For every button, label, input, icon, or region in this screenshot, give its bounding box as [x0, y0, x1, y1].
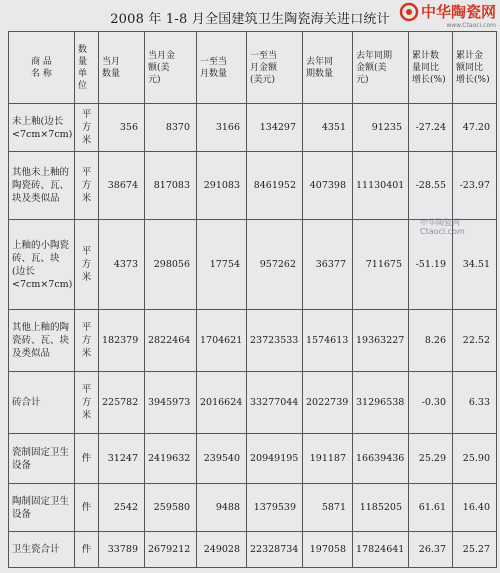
value-cell: 1704621	[197, 310, 247, 372]
value-cell: 17754	[197, 220, 247, 310]
column-header: 累计金 额同比 增长(%)	[453, 32, 497, 104]
value-cell: 8461952	[247, 152, 303, 220]
value-cell: 4373	[99, 220, 145, 310]
product-name-cell: 瓷制固定卫生设备	[9, 434, 75, 484]
value-cell: 191187	[303, 434, 353, 484]
value-cell: 239540	[197, 434, 247, 484]
value-cell: 61.61	[409, 484, 453, 532]
table-row	[9, 532, 497, 568]
unit-cell: 件	[75, 532, 99, 568]
value-cell: 259580	[145, 484, 197, 532]
value-cell: -27.24	[409, 104, 453, 152]
value-cell: 817083	[145, 152, 197, 220]
value-cell: 407398	[303, 152, 353, 220]
value-cell: 36377	[303, 220, 353, 310]
product-name-cell: 其他上釉的陶瓷砖、瓦、块及类似品	[9, 310, 75, 372]
product-name-cell: 砖合计	[9, 372, 75, 434]
value-cell: 11130401	[353, 152, 409, 220]
value-cell: 2419632	[145, 434, 197, 484]
value-cell: 182379	[99, 310, 145, 372]
table-row	[9, 434, 497, 484]
value-cell: 957262	[247, 220, 303, 310]
value-cell: 291083	[197, 152, 247, 220]
column-header: 一至当 月金额 (美元)	[247, 32, 303, 104]
value-cell: 6.33	[453, 372, 497, 434]
value-cell: 1379539	[247, 484, 303, 532]
value-cell: 19363227	[353, 310, 409, 372]
document-title: 2008 年 1-8 月全国建筑卫生陶瓷海关进口统计	[110, 12, 390, 27]
value-cell: 711675	[353, 220, 409, 310]
column-header: 数量 单位	[75, 32, 99, 104]
value-cell: 134297	[247, 104, 303, 152]
value-cell: 31296538	[353, 372, 409, 434]
value-cell: 26.37	[409, 532, 453, 568]
value-cell: 9488	[197, 484, 247, 532]
value-cell: 4351	[303, 104, 353, 152]
value-cell: -23.97	[453, 152, 497, 220]
unit-cell: 件	[75, 484, 99, 532]
product-name-cell: 其他未上釉的陶瓷砖、瓦、块及类似品	[9, 152, 75, 220]
value-cell: 2679212	[145, 532, 197, 568]
value-cell: -0.30	[409, 372, 453, 434]
value-cell: 91235	[353, 104, 409, 152]
value-cell: 2822464	[145, 310, 197, 372]
column-header: 去年同 期数量	[303, 32, 353, 104]
value-cell: 2022739	[303, 372, 353, 434]
value-cell: 225782	[99, 372, 145, 434]
product-name-cell: 未上釉(边长<7cm×7cm)	[9, 104, 75, 152]
table-row	[9, 152, 497, 220]
product-name-cell: 上釉的小陶瓷砖、瓦、块(边长<7cm×7cm)	[9, 220, 75, 310]
value-cell: 22.52	[453, 310, 497, 372]
value-cell: 25.27	[453, 532, 497, 568]
value-cell: 23723533	[247, 310, 303, 372]
unit-cell: 件	[75, 434, 99, 484]
unit-cell: 平方米	[75, 220, 99, 310]
value-cell: 47.20	[453, 104, 497, 152]
value-cell: 33789	[99, 532, 145, 568]
logo-text: 中华陶瓷网	[420, 3, 496, 21]
unit-cell: 平方米	[75, 104, 99, 152]
value-cell: 2542	[99, 484, 145, 532]
value-cell: 16.40	[453, 484, 497, 532]
unit-cell: 平方米	[75, 152, 99, 220]
column-header: 商 品 名 称	[9, 32, 75, 104]
table-row	[9, 372, 497, 434]
value-cell: -28.55	[409, 152, 453, 220]
column-header: 一至当 月数量	[197, 32, 247, 104]
value-cell: 8370	[145, 104, 197, 152]
table-row	[9, 310, 497, 372]
unit-cell: 平方米	[75, 310, 99, 372]
logo-url: www.Ctaoci.com	[446, 22, 496, 29]
value-cell: 298056	[145, 220, 197, 310]
table-row	[9, 484, 497, 532]
value-cell: 249028	[197, 532, 247, 568]
unit-cell: 平方米	[75, 372, 99, 434]
column-header: 当月金 额(美 元)	[145, 32, 197, 104]
table-row	[9, 104, 497, 152]
value-cell: 38674	[99, 152, 145, 220]
product-name-cell: 卫生瓷合计	[9, 532, 75, 568]
value-cell: 8.26	[409, 310, 453, 372]
value-cell: 33277044	[247, 372, 303, 434]
column-header: 当月 数量	[99, 32, 145, 104]
value-cell: -51.19	[409, 220, 453, 310]
value-cell: 25.29	[409, 434, 453, 484]
header-row	[9, 32, 497, 104]
value-cell: 1574613	[303, 310, 353, 372]
value-cell: 22328734	[247, 532, 303, 568]
value-cell: 5871	[303, 484, 353, 532]
value-cell: 20949195	[247, 434, 303, 484]
site-logo	[399, 2, 496, 22]
value-cell: 31247	[99, 434, 145, 484]
value-cell: 197058	[303, 532, 353, 568]
value-cell: 16639436	[353, 434, 409, 484]
product-name-cell: 陶制固定卫生设备	[9, 484, 75, 532]
column-header: 累计数 量同比 增长(%)	[409, 32, 453, 104]
value-cell: 3945973	[145, 372, 197, 434]
value-cell: 17824641	[353, 532, 409, 568]
value-cell: 2016624	[197, 372, 247, 434]
value-cell: 3166	[197, 104, 247, 152]
value-cell: 25.90	[453, 434, 497, 484]
value-cell: 356	[99, 104, 145, 152]
import-statistics-table	[8, 31, 497, 568]
value-cell: 34.51	[453, 220, 497, 310]
logo-mark-icon	[399, 2, 419, 22]
value-cell: 1185205	[353, 484, 409, 532]
column-header: 去年同期 金额(美 元)	[353, 32, 409, 104]
watermark: 中华陶瓷网 Ctaoci.com	[420, 218, 465, 236]
